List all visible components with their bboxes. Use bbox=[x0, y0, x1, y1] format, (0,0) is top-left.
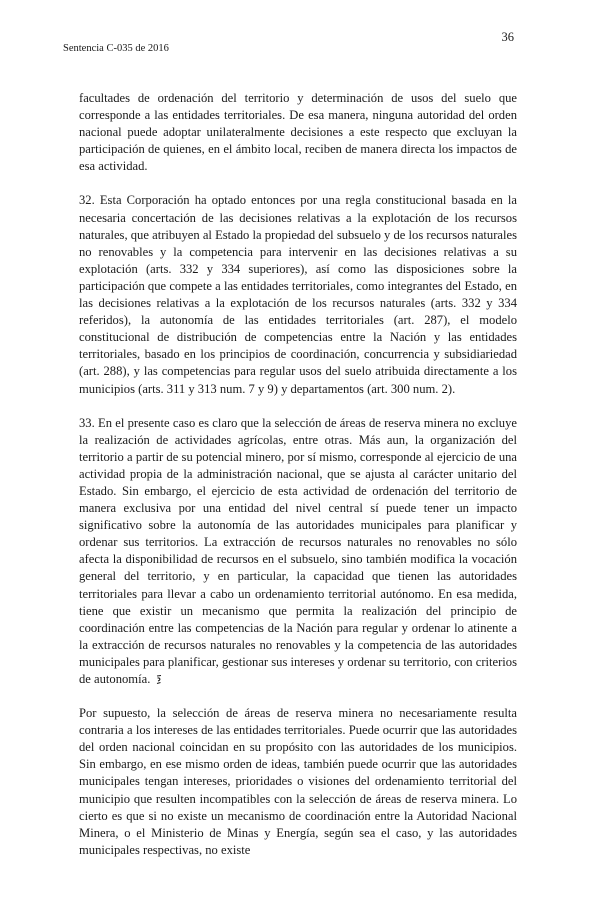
paragraph-33-text: 33. En el presente caso es claro que la selección de áreas de reserva minera no excluye la realización de actividades agrícolas, entre otras. Más aun, la organización del territorio a partir de su potencial minero, por sí mismo, corresponde al ejercicio de una actividad propia de la administración nacional, que se ajusta al carácter unitario del Estado. Sin embargo, el ejercicio de esta actividad de ordenación del territorio de manera exclusiva por una entidad del nivel central sí puede tener un impacto significativo sobre la autonomía de las autoridades municipales para planificar y ordenar sus territorios. La extracción de recursos naturales no renovables no sólo afecta la disponibilidad de recursos en el subsuelo, sino también modifica la vocación general del territorio, y en particular, la capacidad que tienen las autoridades territoriales para llevar a cabo un ordenamiento territorial autónomo. En esa medida, tiene que existir un mecanismo que permita la realización del principio de coordinación entre las competencias de la Nación para regular y ordenar lo atinente a la extracción de recursos naturales no renovables y la competencia de las autoridades municipales para planificar, gestionar sus intereses y ordenar su territorio, con criterios de autonomía. bbox=[79, 415, 517, 686]
paragraph-continuation: facultades de ordenación del territorio y determinación de usos del suelo que corresponde a las entidades territoriales. De esa manera, ninguna autoridad del orden nacional puede adoptar unilateralmente decisiones a este respecto que excluyan la participación de quienes, en el ámbito local, reciben de manera directa los impactos de esa actividad. bbox=[79, 91, 517, 174]
body-text bbox=[79, 90, 517, 876]
page-number: 36 bbox=[501, 30, 514, 44]
handwritten-mark-icon bbox=[156, 675, 162, 684]
paragraph-32: 32. Esta Corporación ha optado entonces por una regla constitucional basada en la necesaria concertación de las decisiones relativas a la explotación de los recursos naturales, que atribuyen al Estado la propiedad del subsuelo y de los recursos naturales no renovables y la competencia para intervenir en las decisiones relativas a su explotación (arts. 332 y 334 superiores), así como las disposiciones sobre la participación que compete a las entidades territoriales, como integrantes del Estado, en las decisiones relativas a la explotación de los recursos naturales (arts. 332 y 334 referidos), la autonomía de las entidades territoriales (art. 287), el modelo constitucional de distribución de competencias entre la Nación y las entidades territoriales, basado en los principios de coordinación, concurrencia y subsidiariedad (art. 288), y las competencias para regular usos del suelo atribuida directamente a los municipios (arts. 311 y 313 num. 7 y 9) y departamentos (art. 300 num. 2). bbox=[79, 193, 517, 396]
running-header: Sentencia C-035 de 2016 bbox=[63, 43, 169, 54]
paragraph-continuing: Por supuesto, la selección de áreas de reserva minera no necesariamente resulta contraria a los intereses de las entidades territoriales. Puede ocurrir que las autoridades del orden nacional coincidan en su propósito con las autoridades de los municipios. Sin embargo, en ese mismo orden de ideas, también puede ocurrir que las autoridades municipales tengan intereses, prioridades o visiones del ordenamiento territorial del municipio que resulten incompatibles con la selección de áreas de reserva minera. Lo cierto es que si no existe un mecanismo de coordinación entre la Autoridad Nacional Minera, o el Ministerio de Minas y Energía, según sea el caso, y las autoridades municipales respectivas, no existe bbox=[79, 706, 517, 857]
paragraph-33 bbox=[79, 415, 517, 689]
